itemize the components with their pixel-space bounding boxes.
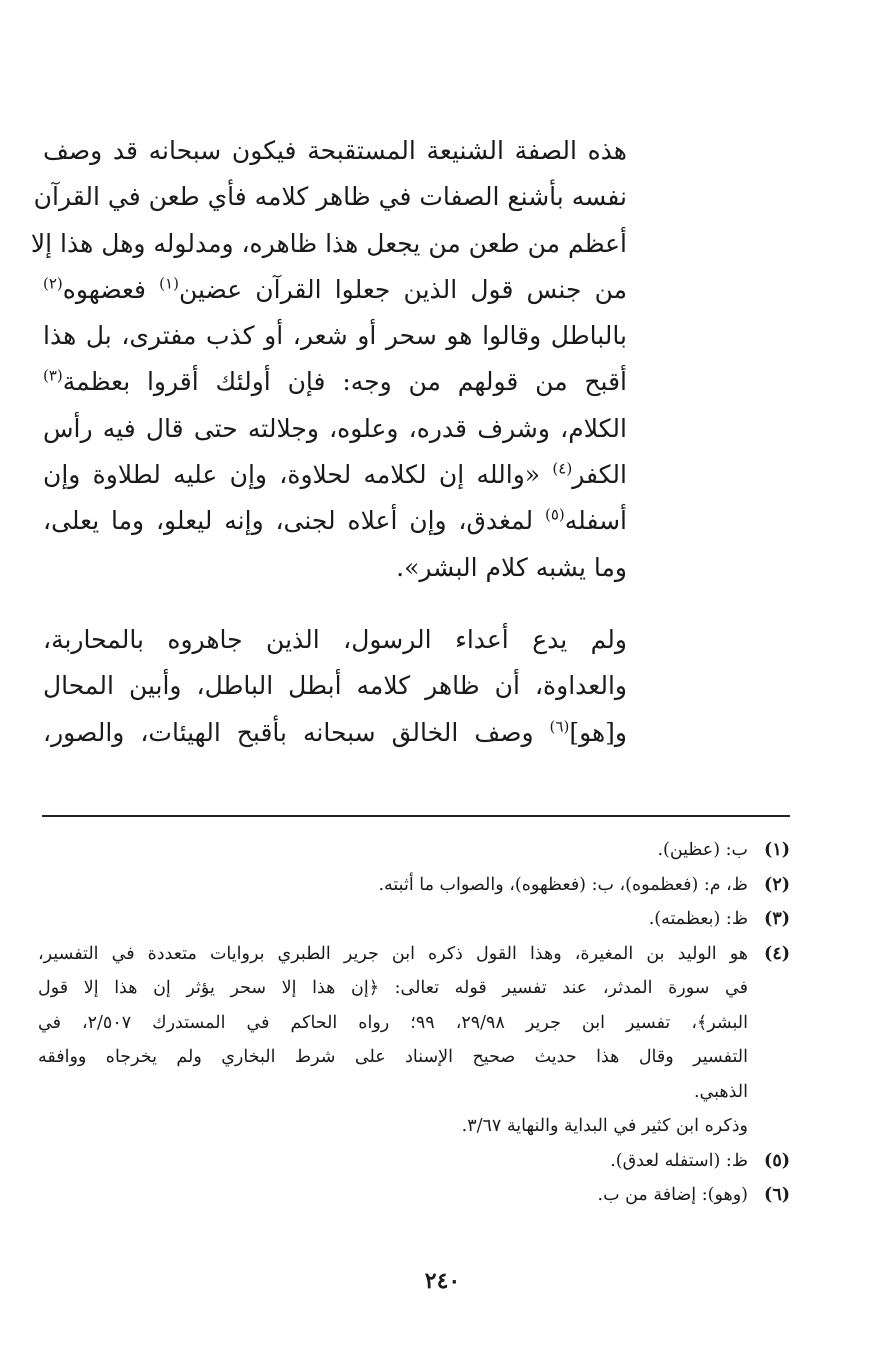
text-segment: «والله إن لكلامه لحلاوة، وإن عليه لطلاوة وإن	[43, 460, 553, 490]
text-line: هذه الصفة الشنيعة المستقبحة فيكون سبحانه قد وصف	[43, 136, 627, 165]
footnote-6	[38, 1178, 790, 1213]
text-line	[43, 359, 627, 405]
text-line: الكلام، وشرف قدره، وعلوه، وجلالته حتى قال فيه رأس	[43, 413, 627, 443]
footnote-2	[38, 868, 790, 903]
text-segment: أسفله	[564, 506, 627, 536]
footnote-text: الذهبي.	[693, 1081, 748, 1102]
text-line: أعظم من طعن من يجعل هذا ظاهره، ومدلوله وهل هذا إلا	[30, 228, 627, 258]
text-segment: أقبح من قولهم من وجه: فإن أولئك أقروا بعظمة	[62, 367, 627, 397]
footnote-text: ظ: (استفله لعدق).	[610, 1150, 748, 1171]
footnote-separator	[42, 815, 790, 817]
footnote-ref: (١)	[159, 274, 179, 293]
footnote-text: ظ، م: (فعظموه)، ب: (فعظهوه)، والصواب ما أثبته.	[378, 874, 748, 895]
text-line: نفسه بأشنع الصفات في ظاهر كلامه فأي طعن في القرآن	[33, 182, 627, 212]
paragraph-gap	[43, 591, 627, 617]
text-line	[43, 498, 627, 544]
footnote-text: التفسير وقال هذا حديث صحيح الإسناد على شرط البخاري ولم يخرجاه ووافقه	[38, 1047, 748, 1067]
text-line: ولم يدع أعداء الرسول، الذين جاهروه بالمحاربة،	[43, 624, 627, 654]
text-line: وما يشبه كلام البشر».	[396, 552, 627, 582]
text-segment: من جنس قول الذين جعلوا القرآن عضين	[178, 274, 627, 304]
text-line	[43, 267, 627, 313]
footnote-5	[38, 1144, 790, 1179]
footnote-4-continuation: وذكره ابن كثير في البداية والنهاية ٣/٦٧.	[461, 1116, 748, 1136]
footnote-text: في سورة المدثر، عند تفسير قوله تعالى: ﴿إن هذا إلا سحر يؤثر إن هذا إلا قول	[38, 978, 748, 998]
footnote-text: ب: (عظين).	[657, 840, 748, 860]
footnotes	[38, 833, 790, 1213]
footnote-text: البشر﴾، تفسير ابن جرير ٢٩/٩٨، ٩٩؛ رواه الحاكم في المستدرك ٢/٥٠٧، في	[38, 1012, 748, 1033]
footnote-text: (وهو): إضافة من ب.	[597, 1185, 748, 1205]
main-text	[30, 128, 627, 756]
text-segment: و[هو]	[569, 717, 627, 747]
text-line: بالباطل وقالوا هو سحر أو شعر، أو كذب مفترى، بل هذا	[43, 321, 627, 351]
text-line	[43, 452, 627, 498]
footnote-3	[38, 902, 790, 937]
page-number: ٢٤٠	[424, 1268, 461, 1294]
footnote-number: (٣)	[764, 909, 790, 929]
footnote-1	[38, 833, 790, 868]
footnote-number: (٦)	[764, 1185, 790, 1205]
footnote-number: (١)	[764, 840, 790, 860]
footnote-ref: (٣)	[43, 367, 63, 386]
footnote-4	[38, 937, 790, 1110]
footnote-number: (٥)	[764, 1150, 790, 1171]
footnote-ref: (٢)	[43, 274, 63, 293]
text-segment: وصف الخالق سبحانه بأقبح الهيئات، والصور،	[43, 717, 550, 747]
text-segment: لمغدق، وإن أعلاه لجنى، وإنه ليعلو، وما يعلى،	[43, 506, 545, 536]
footnote-ref: (٦)	[549, 717, 570, 736]
text-line	[43, 710, 627, 756]
footnote-number: (٤)	[764, 943, 790, 964]
text-segment: فعضهوه	[62, 274, 160, 304]
footnote-text: ظ: (بعظمته).	[648, 909, 748, 929]
text-line: والعداوة، أن ظاهر كلامه أبطل الباطل، وأبين المحال	[43, 671, 627, 701]
footnote-ref: (٥)	[544, 506, 565, 525]
text-segment: الكفر	[572, 460, 627, 490]
footnote-text: هو الوليد بن المغيرة، وهذا القول ذكره ابن جرير الطبري بروايات متعددة في التفسير،	[38, 943, 748, 964]
footnote-number: (٢)	[764, 874, 790, 895]
footnote-ref: (٤)	[552, 459, 573, 478]
